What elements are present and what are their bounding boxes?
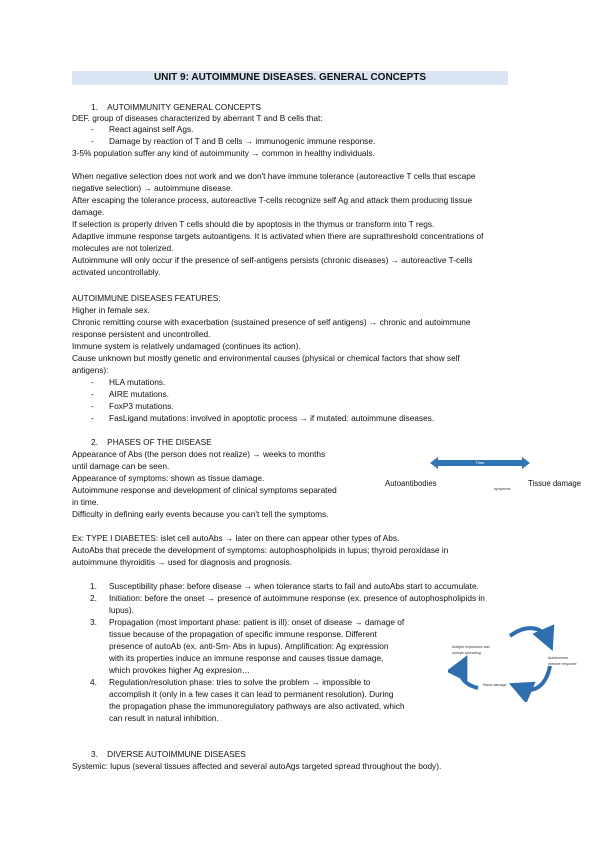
phase-line: Propagation (most important phase: patient is ill): onset of disease → damage of — [109, 617, 405, 627]
phase-line: the propagation phase the immunoregulatory pathways are also activated, which — [109, 701, 405, 711]
section-2-number: 2. — [91, 437, 98, 447]
paragraph-line: After escaping the tolerance process, autoreactive T-cells recognize self Ag and attack them producing tissue — [72, 195, 473, 205]
definition-bullet: Damage by reaction of T and B cells → immunogenic immune response. — [109, 136, 376, 146]
section-2-title: PHASES OF THE DISEASE — [107, 437, 212, 447]
phase-intro-line: in time. — [72, 497, 99, 507]
phase-line: tissue because of the propagation of specific immune response. Different — [109, 629, 377, 639]
bullet-dash: - — [91, 413, 94, 423]
section-1-number: 1. — [91, 102, 98, 112]
document-title: UNIT 9: AUTOIMMUNE DISEASES. GENERAL CONCEPTS — [72, 71, 508, 85]
bullet-dash: - — [91, 389, 94, 399]
paragraph-line: activated uncontrollably. — [72, 267, 161, 277]
feature-line: antigens): — [72, 365, 109, 375]
phase-number: 3. — [90, 617, 97, 627]
paragraph-line: Autoimmune will only occur if the presence of self-antigens persists (chronic diseases) → autoreactive T-cells — [72, 255, 473, 265]
phase-intro-line: Appearance of symptoms: shown as tissue damage. — [72, 473, 265, 483]
section-1-heading — [91, 102, 261, 113]
phase-intro-line: Appearance of Abs (the person does not realize) → weeks to months — [72, 449, 326, 459]
phase-number: 2. — [90, 593, 97, 603]
feature-line: Cause unknown but mostly genetic and environmental causes (physical or chemical factors that show self — [72, 353, 460, 363]
paragraph-line: Adaptive immune response targets autoantigens. It is activated when there are suprathreshold concentrations of — [72, 231, 484, 241]
tissue-damage-label: Tissue damage — [528, 479, 582, 488]
phase-line: accomplish it (only in a few cases it can lead to permanent resolution). During — [109, 689, 394, 699]
paragraph-line: negative selection) → autoimmune disease. — [72, 183, 233, 193]
cycle-label-tissue-damage: Tissue damage — [482, 683, 507, 687]
paragraph-line: If selection is properly driven T cells should die by apoptosis in the thymus or transform into T regs. — [72, 219, 435, 229]
section-2-heading — [91, 437, 212, 448]
cause-bullet: HLA mutations. — [109, 377, 166, 387]
bullet-dash: - — [91, 124, 94, 134]
phase-intro-line: Difficulty in defining early events because you can't tell the symptoms. — [72, 509, 329, 519]
example-line: autoimmune thyroiditis → used for diagnosis and prognosis. — [72, 557, 292, 567]
phase-intro-line: until damage can be seen. — [72, 461, 170, 471]
autoantibodies-label: Autoantibodies — [385, 479, 437, 488]
cause-bullet: AIRE mutations. — [109, 389, 169, 399]
bullet-dash: - — [91, 401, 94, 411]
feature-line: Higher in female sex. — [72, 305, 150, 315]
prevalence-line: 3-5% population suffer any kind of autoimmunity → common in healthy individuals. — [72, 148, 375, 158]
cycle-label-immune-response: immune response — [548, 662, 577, 666]
features-heading: AUTOIMMUNE DISEASES FEATURES: — [72, 293, 221, 303]
section-3-heading — [91, 749, 246, 760]
cycle-label-antigen: Antigen expression and — [452, 645, 490, 649]
phase-intro-line: Autoimmune response and development of clinical symptoms separated — [72, 485, 337, 495]
example-line: Ex: TYPE I DIABETES: islet cell autoAbs → later on there can appear other types of Abs. — [72, 533, 400, 543]
section-3-title: DIVERSE AUTOIMMUNE DISEASES — [107, 749, 246, 759]
feature-line: response persistent and uncontrolled. — [72, 329, 211, 339]
cause-bullet: FasLigand mutations: involved in apoptotic process → if mutated: autoimmune diseases. — [109, 413, 435, 423]
feature-line: Chronic remitting course with exacerbation (sustained presence of self antigens) → chronic and autoimmune — [72, 317, 471, 327]
paragraph-line: damage. — [72, 207, 105, 217]
definition-bullet: React against self Ags. — [109, 124, 194, 134]
feature-line: Immune system is relatively undamaged (continues its action). — [72, 341, 301, 351]
phase-line: with its properties induce an immune response and causes tissue damage, — [109, 653, 384, 663]
bullet-dash: - — [91, 136, 94, 146]
paragraph-line: When negative selection does not work and we don't have immune tolerance (autoreactive T cells that escape — [72, 171, 476, 181]
paragraph-line: molecules are not tolerized. — [72, 243, 174, 253]
phase-line: Initiation: before the onset → presence of autoimmune response (ex. presence of autophospholipids in — [109, 593, 485, 603]
example-line: AutoAbs that precede the development of symptoms: autophospholipids in lupus; thyroid peroxidase in — [72, 545, 449, 555]
phase-line: Regulation/resolution phase: tries to solve the problem → impossible to — [109, 677, 371, 687]
systemic-line: Systemic: lupus (several tissues affected and several autoAgs targeted spread throughout the body). — [72, 761, 442, 771]
cycle-label-autoimmune: Autoimmune — [548, 656, 569, 660]
symptoms-small-label: symptoms — [494, 487, 511, 491]
phase-number: 1. — [90, 581, 97, 591]
phase-line: which provokes higher Ag expresion… — [109, 665, 251, 675]
definition-line: DEF. group of diseases characterized by aberrant T and B cells that: — [72, 113, 323, 123]
section-3-number: 3. — [91, 749, 98, 759]
phase-line: Susceptibility phase: before disease → when tolerance starts to fail and autoAbs start to accumulate. — [109, 581, 479, 591]
phase-line: can result in natural inhibition. — [109, 713, 219, 723]
phase-line: presence of autoAb (ex. anti-Sm- Abs in lupus). Amplification: Ag expression — [109, 641, 389, 651]
cycle-label-epitope: epitope spreading — [452, 651, 481, 655]
phase-line: lupus). — [109, 605, 134, 615]
cause-bullet: FoxP3 mutations. — [109, 401, 174, 411]
bullet-dash: - — [91, 377, 94, 387]
phase-number: 4. — [90, 677, 97, 687]
time-arrow-label: Time — [475, 460, 485, 465]
section-1-title: AUTOIMMUNITY GENERAL CONCEPTS — [107, 102, 261, 112]
